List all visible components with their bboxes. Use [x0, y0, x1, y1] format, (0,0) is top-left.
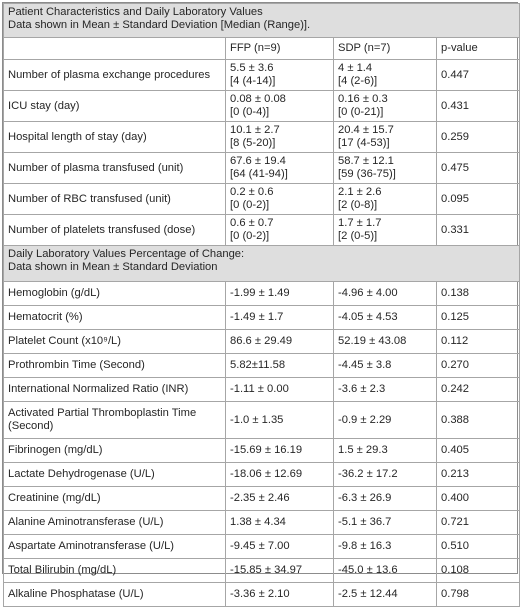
sdp-mean: 4 ± 1.4: [338, 62, 373, 74]
p-value: 0.270: [437, 354, 520, 378]
sdp-median: [59 (36-75)]: [338, 168, 396, 180]
ffp-value-cell: [226, 60, 334, 91]
ffp-value: -1.49 ± 1.7: [226, 306, 334, 330]
row-label: Lactate Dehydrogenase (U/L): [4, 463, 226, 487]
ffp-value: -3.36 ± 2.10: [226, 583, 334, 607]
header-ffp: FFP (n=9): [226, 38, 334, 60]
ffp-median: [8 (5-20)]: [230, 137, 276, 149]
p-value: 0.798: [437, 583, 520, 607]
ffp-value: -1.11 ± 0.00: [226, 378, 334, 402]
p-value: 0.112: [437, 330, 520, 354]
ffp-mean: 10.1 ± 2.7: [230, 124, 280, 136]
ffp-value-cell: [226, 122, 334, 153]
ffp-value-cell: [226, 184, 334, 215]
header-pvalue: p-value: [437, 38, 520, 60]
sdp-median: [2 (0-5)]: [338, 230, 378, 242]
table-row: [4, 215, 520, 246]
section-subtitle: Data shown in Mean ± Standard Deviation [Median (Range)].: [8, 19, 311, 31]
ffp-value: -15.85 ± 34.97: [226, 559, 334, 583]
section-title: Daily Laboratory Values Percentage of Change:: [8, 248, 245, 260]
ffp-mean: 0.08 ± 0.08: [230, 93, 286, 105]
sdp-value: -6.3 ± 26.9: [334, 487, 437, 511]
sdp-mean: 20.4 ± 15.7: [338, 124, 394, 136]
row-label: Number of plasma transfused (unit): [4, 153, 226, 184]
table-row: [4, 184, 520, 215]
row-label: Prothrombin Time (Second): [4, 354, 226, 378]
section-header-laboratory-change: [4, 246, 520, 282]
sdp-value-cell: [334, 122, 437, 153]
row-label: ICU stay (day): [4, 91, 226, 122]
table-row: [4, 282, 520, 306]
table-row: [4, 535, 520, 559]
ffp-mean: 0.2 ± 0.6: [230, 186, 274, 198]
sdp-value-cell: [334, 215, 437, 246]
ffp-value: 5.82±11.58: [226, 354, 334, 378]
row-label: Creatinine (mg/dL): [4, 487, 226, 511]
sdp-value: -9.8 ± 16.3: [334, 535, 437, 559]
ffp-value: -15.69 ± 16.19: [226, 439, 334, 463]
table-row: [4, 487, 520, 511]
table-row: [4, 153, 520, 184]
row-label: Hospital length of stay (day): [4, 122, 226, 153]
sdp-median: [2 (0-8)]: [338, 199, 378, 211]
row-label: Hematocrit (%): [4, 306, 226, 330]
table-row: [4, 91, 520, 122]
p-value: 0.095: [437, 184, 520, 215]
p-value: 0.431: [437, 91, 520, 122]
sdp-value: -0.9 ± 2.29: [334, 402, 437, 439]
row-label: Hemoglobin (g/dL): [4, 282, 226, 306]
p-value: 0.108: [437, 559, 520, 583]
header-sdp: SDP (n=7): [334, 38, 437, 60]
ffp-value-cell: [226, 91, 334, 122]
ffp-mean: 5.5 ± 3.6: [230, 62, 274, 74]
ffp-median: [64 (41-94)]: [230, 168, 288, 180]
row-label: Alanine Aminotransferase (U/L): [4, 511, 226, 535]
row-label: Alkaline Phosphatase (U/L): [4, 583, 226, 607]
sdp-value-cell: [334, 60, 437, 91]
sdp-value: 52.19 ± 43.08: [334, 330, 437, 354]
sdp-value-cell: [334, 184, 437, 215]
p-value: 0.721: [437, 511, 520, 535]
ffp-value: -18.06 ± 12.69: [226, 463, 334, 487]
p-value: 0.405: [437, 439, 520, 463]
sdp-value: -36.2 ± 17.2: [334, 463, 437, 487]
row-label: Platelet Count (x10⁹/L): [4, 330, 226, 354]
ffp-median: [4 (4-14)]: [230, 75, 276, 87]
sdp-value: -4.96 ± 4.00: [334, 282, 437, 306]
table-row: [4, 306, 520, 330]
sdp-mean: 58.7 ± 12.1: [338, 155, 394, 167]
p-value: 0.388: [437, 402, 520, 439]
ffp-median: [0 (0-2)]: [230, 230, 270, 242]
ffp-value: -1.99 ± 1.49: [226, 282, 334, 306]
sdp-value: 1.5 ± 29.3: [334, 439, 437, 463]
row-label: Activated Partial Thromboplastin Time (Second): [4, 402, 226, 439]
row-label: Aspartate Aminotransferase (U/L): [4, 535, 226, 559]
p-value: 0.213: [437, 463, 520, 487]
ffp-mean: 0.6 ± 0.7: [230, 217, 274, 229]
table-row: [4, 559, 520, 583]
sdp-value-cell: [334, 153, 437, 184]
table-row: [4, 402, 520, 439]
sdp-mean: 2.1 ± 2.6: [338, 186, 382, 198]
ffp-median: [0 (0-4)]: [230, 106, 270, 118]
row-label: Number of platelets transfused (dose): [4, 215, 226, 246]
table-row: [4, 583, 520, 607]
ffp-mean: 67.6 ± 19.4: [230, 155, 286, 167]
results-table-frame: [2, 2, 518, 600]
section-subtitle: Data shown in Mean ± Standard Deviation: [8, 261, 218, 273]
sdp-value: -2.5 ± 12.44: [334, 583, 437, 607]
row-label: International Normalized Ratio (INR): [4, 378, 226, 402]
ffp-value: 86.6 ± 29.49: [226, 330, 334, 354]
ffp-median: [0 (0-2)]: [230, 199, 270, 211]
p-value: 0.447: [437, 60, 520, 91]
table-row: [4, 463, 520, 487]
sdp-mean: 1.7 ± 1.7: [338, 217, 382, 229]
header-label-cell: [4, 38, 226, 60]
section-title: Patient Characteristics and Daily Laboratory Values: [8, 6, 263, 18]
sdp-value: -4.45 ± 3.8: [334, 354, 437, 378]
row-label: Number of RBC transfused (unit): [4, 184, 226, 215]
p-value: 0.510: [437, 535, 520, 559]
p-value: 0.125: [437, 306, 520, 330]
p-value: 0.259: [437, 122, 520, 153]
p-value: 0.138: [437, 282, 520, 306]
row-label: Number of plasma exchange procedures: [4, 60, 226, 91]
table-row: [4, 354, 520, 378]
p-value: 0.242: [437, 378, 520, 402]
sdp-value: -4.05 ± 4.53: [334, 306, 437, 330]
row-label: Fibrinogen (mg/dL): [4, 439, 226, 463]
sdp-median: [4 (2-6)]: [338, 75, 378, 87]
sdp-value: -3.6 ± 2.3: [334, 378, 437, 402]
sdp-median: [0 (0-21)]: [338, 106, 384, 118]
table-row: [4, 330, 520, 354]
p-value: 0.331: [437, 215, 520, 246]
sdp-value-cell: [334, 91, 437, 122]
column-header-row: [4, 38, 520, 60]
results-table-body: [4, 4, 520, 607]
table-row: [4, 439, 520, 463]
ffp-value: -1.0 ± 1.35: [226, 402, 334, 439]
table-row: [4, 511, 520, 535]
p-value: 0.400: [437, 487, 520, 511]
section-title-cell: [4, 246, 520, 282]
sdp-value: -45.0 ± 13.6: [334, 559, 437, 583]
ffp-value: 1.38 ± 4.34: [226, 511, 334, 535]
sdp-mean: 0.16 ± 0.3: [338, 93, 388, 105]
row-label: Total Bilirubin (mg/dL): [4, 559, 226, 583]
table-row: [4, 122, 520, 153]
sdp-value: -5.1 ± 36.7: [334, 511, 437, 535]
p-value: 0.475: [437, 153, 520, 184]
sdp-median: [17 (4-53)]: [338, 137, 390, 149]
ffp-value: -2.35 ± 2.46: [226, 487, 334, 511]
results-table: [3, 3, 520, 607]
section-header-patient-characteristics: [4, 4, 520, 38]
table-row: [4, 60, 520, 91]
ffp-value: -9.45 ± 7.00: [226, 535, 334, 559]
ffp-value-cell: [226, 153, 334, 184]
section-title-cell: [4, 4, 520, 38]
ffp-value-cell: [226, 215, 334, 246]
table-row: [4, 378, 520, 402]
